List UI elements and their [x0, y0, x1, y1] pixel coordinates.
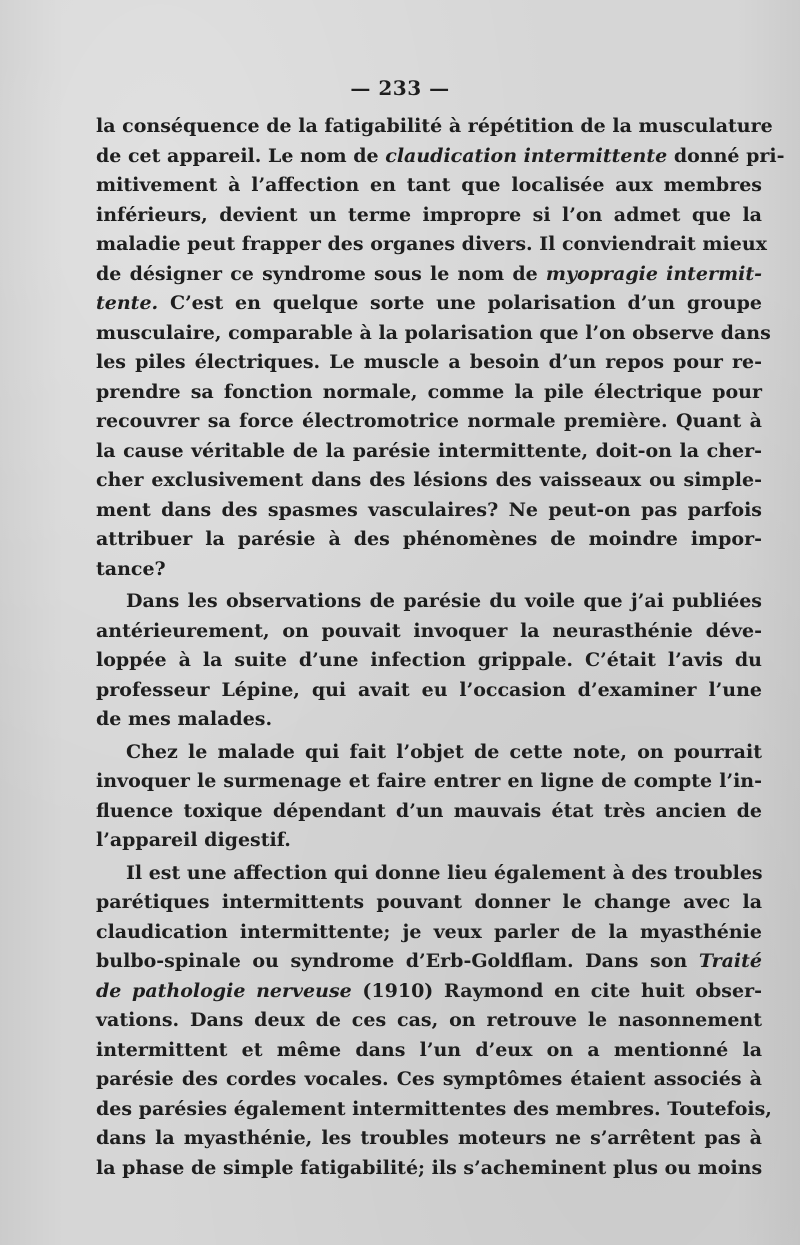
text-segment: recouvrer sa force électromotrice normale première. Quant à [96, 410, 762, 432]
text-segment: claudication intermittente; je veux parler de la myasthénie [96, 920, 762, 943]
text-segment: Chez le malade qui fait l’objet de cette note, on pourrait [126, 740, 762, 763]
text-segment: (1910) Raymond en cite huit obser- [351, 979, 762, 1002]
paragraph [96, 587, 762, 735]
text-line [96, 437, 762, 467]
text-line [96, 112, 773, 142]
text-line [96, 676, 762, 706]
text-line [96, 260, 762, 290]
text-line [96, 617, 762, 647]
text-line [96, 1154, 762, 1184]
text-segment: la phase de simple fatigabilité; ils s’acheminent plus ou moins [96, 1156, 763, 1179]
italic-text: tente. [96, 292, 159, 314]
text-line [96, 1036, 762, 1066]
text-segment: de cet appareil. Le nom de [96, 144, 386, 167]
text-line [96, 466, 762, 496]
text-line [96, 859, 762, 889]
text-line [96, 1065, 762, 1095]
text-segment: prendre sa fonction normale, comme la pile électrique pour [96, 380, 762, 403]
text-segment: professeur Lépine, qui avait eu l’occasion d’examiner l’une [96, 678, 762, 701]
text-segment: des parésies également intermittentes des membres. Toutefois, [96, 1097, 772, 1120]
text-segment: la cause véritable de la parésie intermittente, doit-on la cher- [96, 439, 762, 462]
text-line [96, 587, 762, 617]
text-segment: Il est une affection qui donne lieu également à des troubles [126, 861, 763, 884]
text-segment: de désigner ce syndrome sous le nom de [96, 262, 546, 285]
text-line [96, 705, 762, 735]
text-line [96, 918, 762, 948]
text-segment: l’appareil digestif. [96, 829, 291, 851]
text-line [96, 289, 762, 319]
text-line [96, 646, 762, 676]
paragraph [96, 112, 785, 584]
text-line [96, 201, 762, 231]
text-line [96, 496, 762, 526]
italic-text: claudication intermittente [385, 144, 668, 167]
text-segment: parétiques intermittents pouvant donner le change avec la [96, 891, 762, 913]
text-line [96, 525, 762, 555]
text-segment: intermittent et même dans l’un d’eux on a mentionné la [96, 1038, 762, 1061]
text-segment: antérieurement, on pouvait invoquer la neurasthénie déve- [96, 619, 762, 642]
text-line [96, 947, 762, 977]
text-segment: donné pri- [667, 144, 785, 167]
text-line [96, 1124, 762, 1154]
text-segment: attribuer la parésie à des phénomènes de moindre impor- [96, 528, 762, 550]
text-segment: de mes malades. [96, 708, 273, 730]
text-line [96, 977, 762, 1007]
text-segment: parésie des cordes vocales. Ces symptômes étaient associés à [96, 1068, 762, 1090]
body-text [96, 112, 785, 1183]
text-segment: la conséquence de la fatigabilité à répétition de la musculature [96, 115, 773, 137]
text-line [96, 171, 762, 201]
text-segment: les piles électriques. Le muscle a besoin d’un repos pour re- [96, 351, 762, 373]
text-line [96, 797, 762, 827]
text-segment: dans la myasthénie, les troubles moteurs ne s’arrêtent pas à [96, 1127, 762, 1149]
text-line [96, 1006, 762, 1036]
text-segment: vations. Dans deux de ces cas, on retrouve le nasonnement [96, 1009, 762, 1031]
text-line [96, 555, 762, 585]
text-line [96, 319, 771, 349]
text-line [96, 826, 762, 856]
text-segment: loppée à la suite d’une infection grippale. C’était l’avis du [96, 649, 762, 671]
italic-text: myopragie intermit- [545, 262, 763, 285]
page-number: — 233 — [350, 76, 450, 100]
text-segment: bulbo-spinale ou syndrome d’Erb-Goldflam. Dans son [96, 950, 699, 972]
text-line [96, 888, 762, 918]
paragraph [96, 738, 762, 856]
text-segment: tance? [96, 557, 166, 580]
text-line [96, 348, 762, 378]
text-segment: inférieurs, devient un terme impropre si l’on admet que la [96, 203, 762, 226]
paragraph [96, 859, 772, 1184]
text-segment: fluence toxique dépendant d’un mauvais état très ancien de [96, 799, 762, 822]
text-line [96, 1095, 772, 1125]
text-segment: cher exclusivement dans des lésions des vaisseaux ou simple- [96, 469, 762, 491]
text-segment: invoquer le surmenage et faire entrer en ligne de compte l’in- [96, 770, 762, 792]
text-line [96, 378, 762, 408]
text-segment: Dans les observations de parésie du voile que j’ai publiées [126, 590, 762, 612]
text-line [96, 142, 785, 172]
text-line [96, 230, 767, 260]
italic-text: Traité [698, 950, 762, 972]
text-segment: C’est en quelque sorte une polarisation d’un groupe [158, 292, 762, 314]
text-segment: ment dans des spasmes vasculaires? Ne peut-on pas parfois [96, 498, 762, 521]
text-line [96, 767, 762, 797]
text-line [96, 738, 762, 768]
italic-text: de pathologie nerveuse [96, 979, 352, 1002]
text-segment: mitivement à l’affection en tant que localisée aux membres [96, 174, 762, 196]
text-segment: musculaire, comparable à la polarisation que l’on observe dans [96, 321, 771, 344]
text-line [96, 407, 762, 437]
text-segment: maladie peut frapper des organes divers. Il conviendrait mieux [96, 233, 767, 255]
